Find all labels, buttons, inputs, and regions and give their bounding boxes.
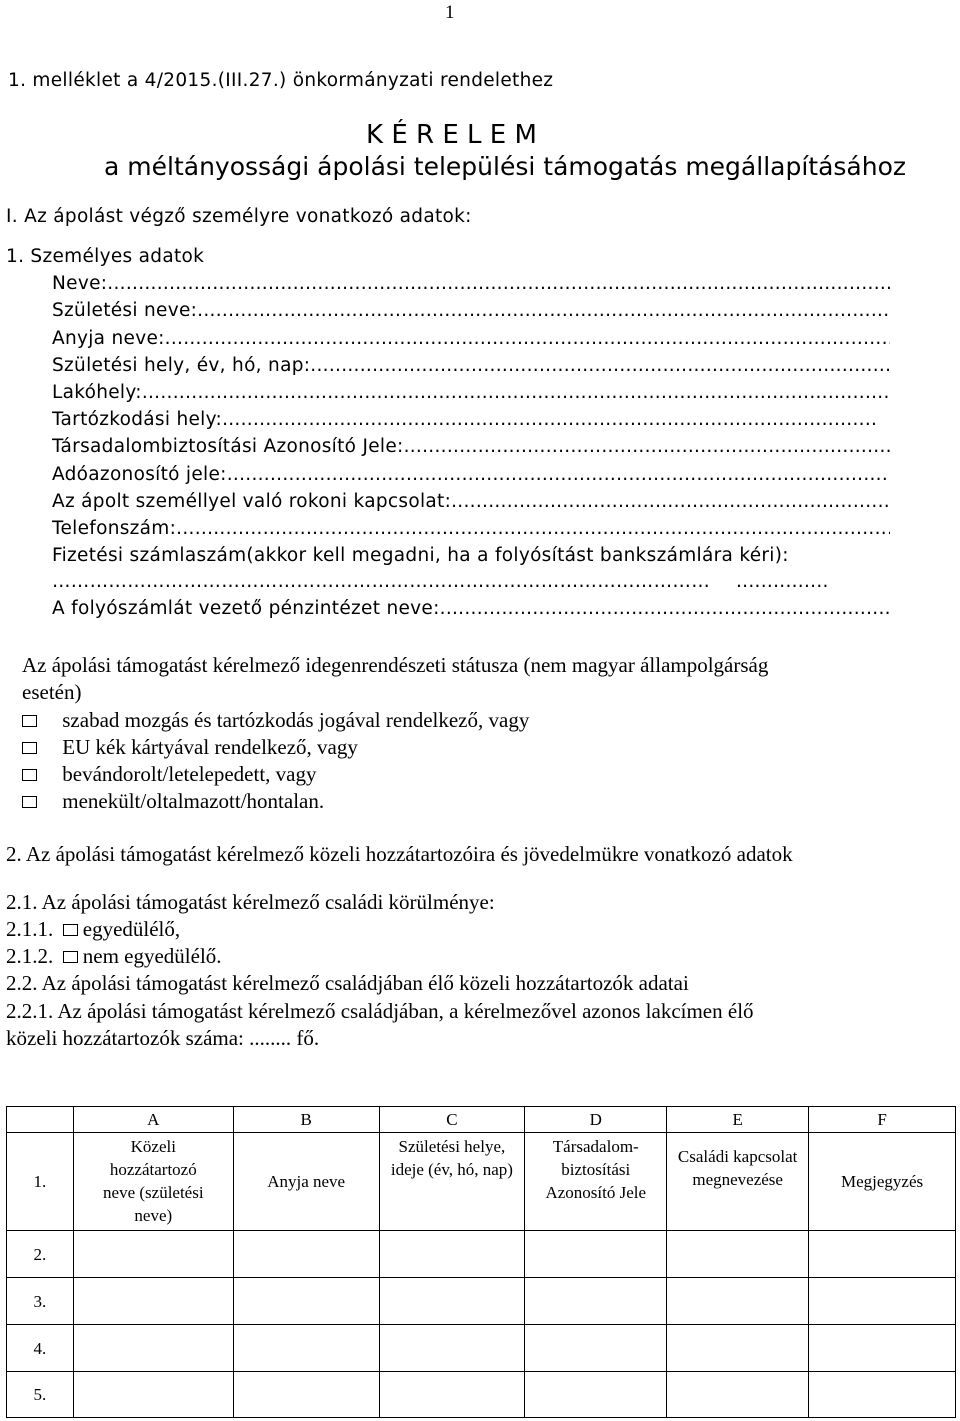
tax-id-field[interactable] (52, 464, 890, 492)
status-intro-line-2: esetén) (22, 680, 82, 704)
status-option-label: bevándorolt/letelepedett, vagy (62, 762, 317, 786)
table-cell[interactable] (809, 1278, 956, 1325)
table-cell[interactable] (379, 1372, 525, 1418)
table-cell[interactable] (73, 1325, 233, 1372)
option-single-number: 2.1.1. (6, 917, 54, 941)
table-header-cell: Megjegyzés (809, 1133, 956, 1231)
section-2-2-1-line-2: közeli hozzátartozók száma: ........ fő. (6, 1026, 320, 1050)
bank-name-label: A folyószámlát vezető pénzintézet neve: (52, 598, 440, 619)
table-cell[interactable] (379, 1231, 525, 1278)
document-subtitle: a méltányossági ápolási települési támogatás megállapításához (104, 152, 907, 181)
checkbox-icon[interactable] (22, 742, 37, 754)
table-row-number: 1. (7, 1133, 74, 1231)
mother-name-label: Anyja neve: (52, 328, 165, 349)
status-option-label: menekült/oltalmazott/hontalan. (62, 789, 325, 813)
bank-account-dots: …………………………………………………………………………………………… (52, 571, 710, 592)
table-cell[interactable] (73, 1231, 233, 1278)
annex-reference: 1. melléklet a 4/2015.(III.27.) önkormányzati rendelethez (8, 70, 554, 91)
table-row-number: 5. (7, 1372, 74, 1418)
table-cell[interactable] (667, 1231, 809, 1278)
birth-name-label: Születési neve: (52, 300, 198, 321)
status-option-eu-blue-card[interactable] (22, 735, 358, 760)
table-cell[interactable] (525, 1325, 667, 1372)
taj-field[interactable] (52, 436, 890, 464)
table-column-letter: F (809, 1107, 956, 1133)
name-field[interactable] (52, 273, 890, 301)
status-option-label: szabad mozgás és tartózkodás jogával rendelkező, vagy (62, 708, 530, 732)
section-2-heading: 2. Az ápolási támogatást kérelmező közeli hozzátartozóira és jövedelmükre vonatkozó adatok (6, 842, 793, 866)
table-cell[interactable] (233, 1372, 379, 1418)
taj-label: Társadalombiztosítási Azonosító Jele: (52, 436, 404, 457)
table-row (7, 1372, 956, 1418)
table-letter-row (7, 1107, 956, 1133)
table-cell[interactable] (73, 1372, 233, 1418)
table-cell[interactable] (379, 1325, 525, 1372)
table-cell[interactable] (525, 1278, 667, 1325)
table-row-number: 3. (7, 1278, 74, 1325)
checkbox-icon[interactable] (22, 769, 37, 781)
table-cell[interactable] (667, 1372, 809, 1418)
document-title: K É R E L E M (366, 120, 537, 150)
table-corner-cell (7, 1107, 74, 1133)
tax-id-label: Adóazonosító jele: (52, 464, 227, 485)
table-header-cell: Anyja neve (233, 1133, 379, 1231)
table-row (7, 1231, 956, 1278)
table-header-cell: Családi kapcsolat megnevezése (667, 1133, 809, 1231)
table-cell[interactable] (667, 1325, 809, 1372)
table-header-cell: Társadalom-biztosítási Azonosító Jele (525, 1133, 667, 1231)
table-cell[interactable] (73, 1278, 233, 1325)
mother-name-field[interactable] (52, 328, 890, 356)
table-cell[interactable] (233, 1231, 379, 1278)
table-column-letter: C (379, 1107, 525, 1133)
option-single[interactable] (6, 917, 180, 942)
birth-name-field[interactable] (52, 300, 890, 328)
table-cell[interactable] (809, 1325, 956, 1372)
checkbox-icon[interactable] (22, 715, 37, 727)
table-cell[interactable] (379, 1278, 525, 1325)
status-option-settled[interactable] (22, 762, 317, 787)
page-number: 1 (445, 2, 455, 23)
table-row (7, 1278, 956, 1325)
status-option-refugee[interactable] (22, 789, 324, 814)
table-cell[interactable] (525, 1231, 667, 1278)
relationship-field[interactable] (52, 491, 890, 519)
option-not-single-number: 2.1.2. (6, 944, 54, 968)
bank-account-label: Fizetési számlaszám(akkor kell megadni, ha a folyósítást bankszámlára kéri): (52, 545, 789, 566)
residence-field[interactable] (52, 382, 890, 410)
table-cell[interactable] (233, 1278, 379, 1325)
table-cell[interactable] (525, 1372, 667, 1418)
personal-data-heading: 1. Személyes adatok (6, 246, 205, 267)
status-option-label: EU kék kártyával rendelkező, vagy (62, 735, 358, 759)
relationship-label: Az ápolt személlyel való rokoni kapcsolat: (52, 491, 452, 512)
table-column-letter: E (667, 1107, 809, 1133)
table-cell[interactable] (809, 1231, 956, 1278)
residence-label: Lakóhely: (52, 382, 142, 403)
option-single-label: egyedülélő, (82, 917, 181, 941)
bank-name-field[interactable] (52, 598, 890, 626)
phone-label: Telefonszám: (52, 518, 177, 539)
relatives-table (6, 1106, 956, 1418)
table-cell[interactable] (667, 1278, 809, 1325)
table-cell[interactable] (809, 1372, 956, 1418)
option-not-single[interactable] (6, 944, 222, 969)
bank-account-field[interactable] (52, 571, 890, 592)
birth-place-date-field[interactable] (52, 355, 890, 383)
option-not-single-label: nem egyedülélő. (82, 944, 222, 968)
checkbox-icon[interactable] (22, 796, 37, 808)
table-column-letter: A (73, 1107, 233, 1133)
table-cell[interactable] (233, 1325, 379, 1372)
table-row-number: 4. (7, 1325, 74, 1372)
section-1-heading: I. Az ápolást végző személyre vonatkozó adatok: (6, 206, 472, 227)
section-2-2-1-line-1: 2.2.1. Az ápolási támogatást kérelmező családjában, a kérelmezővel azonos lakcímen élő (6, 999, 754, 1023)
table-header-cell: Születési helye, ideje (év, hó, nap) (379, 1133, 525, 1231)
section-2-2: 2.2. Az ápolási támogatást kérelmező családjában élő közeli hozzátartozók adatai (6, 971, 689, 995)
phone-field[interactable] (52, 518, 890, 546)
table-row (7, 1325, 956, 1372)
status-intro-line-1: Az ápolási támogatást kérelmező idegenrendészeti státusza (nem magyar állampolgárság (22, 653, 769, 677)
table-column-letter: D (525, 1107, 667, 1133)
checkbox-icon[interactable] (63, 924, 78, 936)
stay-address-field[interactable] (52, 409, 878, 437)
name-label: Neve: (52, 273, 108, 294)
table-row-number: 2. (7, 1231, 74, 1278)
table-header-row (7, 1133, 956, 1231)
section-2-1: 2.1. Az ápolási támogatást kérelmező családi körülménye: (6, 890, 495, 914)
status-option-free-movement[interactable] (22, 708, 529, 733)
bank-account-dots-end: ............... (736, 571, 829, 592)
table-header-cell: Közeli hozzátartozó neve (születési neve) (73, 1133, 233, 1231)
checkbox-icon[interactable] (63, 951, 78, 963)
table-column-letter: B (233, 1107, 379, 1133)
birth-place-date-label: Születési hely, év, hó, nap: (52, 355, 311, 376)
stay-address-label: Tartózkodási hely: (52, 409, 223, 430)
